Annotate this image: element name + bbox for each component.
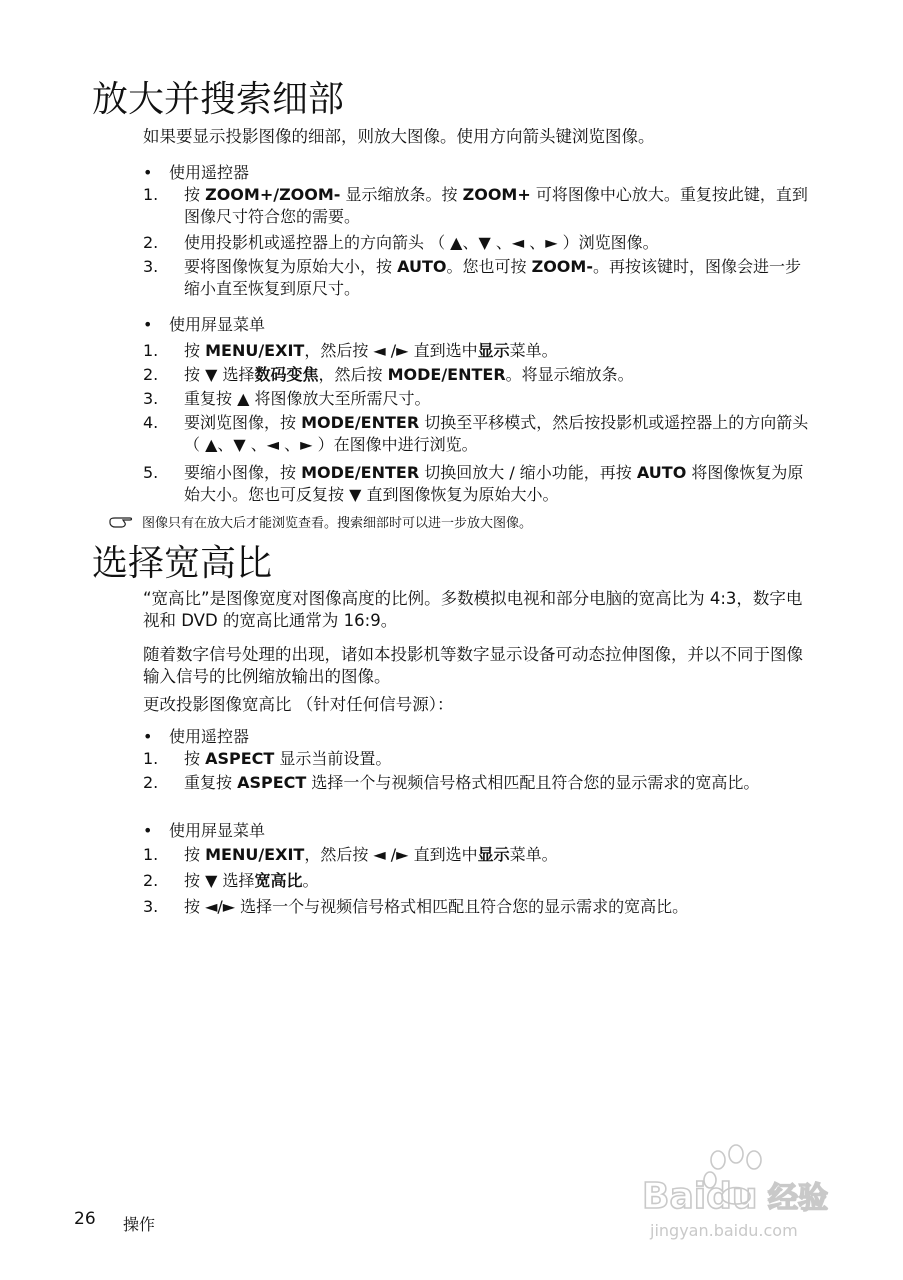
bold-term: MODE/ENTER [301, 463, 420, 482]
bold-term: ZOOM+ [462, 185, 531, 204]
bold-term: AUTO [636, 463, 687, 482]
aspect-osd-step: 2. 按 ▼ 选择宽高比。 [143, 871, 319, 890]
zoom-osd-step: 2. 按 ▼ 选择数码变焦，然后按 MODE/ENTER。将显示缩放条。 [143, 365, 634, 384]
bold-term: ZOOM- [531, 257, 593, 276]
bold-term: 宽高比 [254, 871, 303, 890]
bold-term: ASPECT [237, 773, 307, 792]
bold-term: MENU/EXIT [205, 341, 305, 360]
zoom-osd-step: 4. 要浏览图像，按 MODE/ENTER 切换至平移模式，然后按投影机或遥控器上的方向箭头 （ ▲、▼ 、◄ 、► ）在图像中进行浏览。 [143, 413, 809, 454]
zoom-remote-step: 1. 按 ZOOM+/ZOOM- 显示缩放条。按 ZOOM+ 可将图像中心放大。重复按此键，直到图像尺寸符合您的需要。 [143, 185, 808, 226]
aspect-remote-heading: • 使用遥控器 [143, 727, 250, 746]
footer-section: 操作 [123, 1215, 156, 1234]
zoom-intro: 如果要显示投影图像的细部，则放大图像。使用方向箭头键浏览图像。 [143, 127, 655, 146]
aspect-remote-step: 2. 重复按 ASPECT 选择一个与视频信号格式相匹配且符合您的显示需求的宽高比。 [143, 773, 760, 792]
zoom-osd-step: 1. 按 MENU/EXIT，然后按 ◄ /► 直到选中显示菜单。 [143, 341, 558, 360]
zoom-remote-step: 2. 使用投影机或遥控器上的方向箭头 （ ▲、▼ 、◄ 、► ）浏览图像。 [143, 233, 659, 252]
aspect-osd-step: 1. 按 MENU/EXIT，然后按 ◄ /► 直到选中显示菜单。 [143, 845, 558, 864]
zoom-osd-step: 5. 要缩小图像，按 MODE/ENTER 切换回放大 / 缩小功能，再按 AUTO 将图像恢复为原始大小。您也可反复按 ▼ 直到图像恢复为原始大小。 [143, 463, 804, 504]
bold-term: 数码变焦 [254, 365, 319, 384]
baidu-jingyan-watermark [640, 1140, 850, 1245]
bold-term: 显示 [477, 845, 510, 864]
zoom-osd-step: 3. 重复按 ▲ 将图像放大至所需尺寸。 [143, 389, 431, 408]
watermark-brand-cn: 经验 [768, 1181, 828, 1216]
aspect-osd-heading: • 使用屏显菜单 [143, 821, 266, 840]
watermark-brand: Baidu [642, 1176, 758, 1217]
aspect-para-3: 更改投影图像宽高比 （针对任何信号源）： [143, 695, 454, 714]
aspect-para-1: “宽高比”是图像宽度对图像高度的比例。多数模拟电视和部分电脑的宽高比为 4:3，数字电视和 DVD 的宽高比通常为 16:9。 [143, 589, 803, 630]
zoom-remote-heading: • 使用遥控器 [143, 163, 250, 182]
bold-term: MODE/ENTER [387, 365, 506, 384]
zoom-note: 图像只有在放大后才能浏览查看。搜索细部时可以进一步放大图像。 [108, 514, 532, 533]
aspect-remote-step: 1. 按 ASPECT 显示当前设置。 [143, 749, 392, 768]
bold-term: MENU/EXIT [205, 845, 305, 864]
watermark-url: jingyan.baidu.com [650, 1221, 798, 1240]
aspect-para-2: 随着数字信号处理的出现，诸如本投影机等数字显示设备可动态拉伸图像，并以不同于图像输入信号的比例缩放输出的图像。 [143, 645, 803, 686]
bold-term: 显示 [477, 341, 510, 360]
section-title-aspect: 选择宽高比 [92, 543, 273, 584]
pointing-hand-icon [108, 514, 138, 530]
bold-term: MODE/ENTER [301, 413, 420, 432]
bold-term: AUTO [397, 257, 447, 276]
page-number: 26 [74, 1209, 96, 1229]
zoom-osd-heading: • 使用屏显菜单 [143, 315, 266, 334]
section-title-zoom: 放大并搜索细部 [92, 79, 345, 120]
bold-term: ASPECT [205, 749, 275, 768]
aspect-osd-step: 3. 按 ◄/► 选择一个与视频信号格式相匹配且符合您的显示需求的宽高比。 [143, 897, 689, 916]
zoom-remote-step: 3. 要将图像恢复为原始大小，按 AUTO。您也可按 ZOOM-。再按该键时，图像会进一步缩小直至恢复到原尺寸。 [143, 257, 801, 298]
bold-term: ZOOM+/ZOOM- [205, 185, 341, 204]
